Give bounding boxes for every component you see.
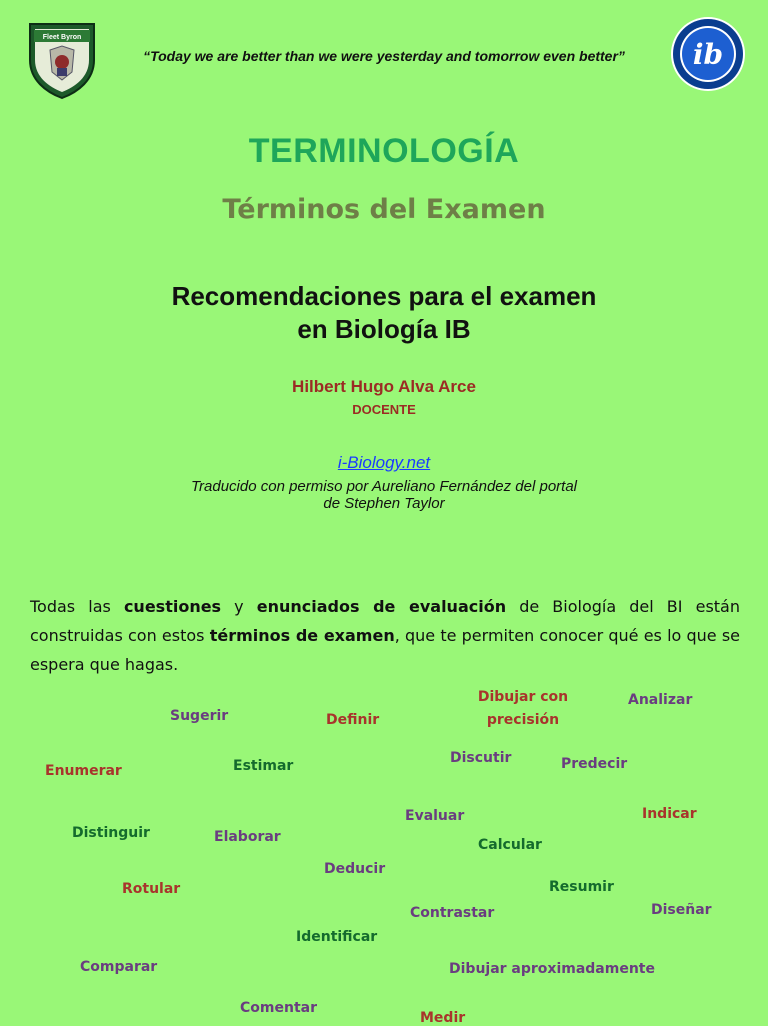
document-heading bbox=[0, 280, 768, 346]
intro-bold-enunciados: enunciados de evaluación bbox=[256, 597, 507, 616]
school-motto: “Today we are better than we were yesterday and tomorrow even better” bbox=[143, 48, 625, 64]
intro-text: Todas las bbox=[30, 597, 124, 616]
term-definir: Definir bbox=[326, 712, 380, 728]
intro-text: , que te permiten conocer qué es lo que se espera que hagas. bbox=[30, 626, 741, 674]
term-evaluar: Evaluar bbox=[405, 808, 465, 824]
credit-line-1: Traducido con permiso por Aureliano Fernández del portal bbox=[190, 478, 578, 495]
translation-credit bbox=[0, 478, 768, 512]
term-line-2: precisión bbox=[486, 712, 560, 728]
term-enumerar: Enumerar bbox=[45, 763, 122, 779]
term-medir: Medir bbox=[420, 1010, 466, 1026]
heading-line-2: en Biología IB bbox=[297, 314, 471, 344]
term-disenar: Diseñar bbox=[651, 902, 712, 918]
term-dibujar-con-precision bbox=[470, 686, 576, 732]
term-line-1: Dibujar con bbox=[477, 689, 569, 705]
term-distinguir: Distinguir bbox=[72, 825, 150, 841]
author-name: Hilbert Hugo Alva Arce bbox=[292, 377, 476, 396]
term-elaborar: Elaborar bbox=[214, 829, 281, 845]
term-discutir: Discutir bbox=[450, 750, 512, 766]
term-identificar: Identificar bbox=[296, 929, 378, 945]
author-role: DOCENTE bbox=[352, 402, 416, 417]
heading-line-1: Recomendaciones para el examen bbox=[171, 281, 597, 311]
page-subtitle: Términos del Examen bbox=[222, 194, 546, 225]
intro-paragraph bbox=[30, 592, 740, 679]
ib-logo-text: ib bbox=[692, 38, 724, 71]
term-calcular: Calcular bbox=[478, 837, 542, 853]
intro-bold-cuestiones: cuestiones bbox=[123, 597, 222, 616]
term-contrastar: Contrastar bbox=[410, 905, 495, 921]
intro-text: de Biología del BI están construidas con estos bbox=[30, 597, 740, 645]
term-comentar: Comentar bbox=[240, 1000, 317, 1016]
term-deducir: Deducir bbox=[324, 861, 386, 877]
credit-line-2: de Stephen Taylor bbox=[323, 495, 445, 512]
term-rotular: Rotular bbox=[122, 881, 181, 897]
source-link[interactable] bbox=[0, 453, 768, 473]
intro-bold-terminos: términos de examen bbox=[209, 626, 395, 645]
school-crest-logo bbox=[26, 20, 98, 100]
ib-world-school-logo bbox=[670, 16, 746, 92]
intro-text: y bbox=[221, 597, 257, 616]
term-predecir: Predecir bbox=[561, 756, 628, 772]
term-resumir: Resumir bbox=[549, 879, 614, 895]
term-dibujar-aproximadamente: Dibujar aproximadamente bbox=[449, 961, 655, 977]
term-sugerir: Sugerir bbox=[170, 708, 229, 724]
source-link-text[interactable]: i-Biology.net bbox=[337, 453, 431, 472]
term-comparar: Comparar bbox=[80, 959, 158, 975]
crest-label: Fleet Byron bbox=[42, 34, 82, 41]
term-estimar: Estimar bbox=[233, 758, 294, 774]
term-indicar: Indicar bbox=[642, 806, 697, 822]
term-analizar: Analizar bbox=[628, 692, 693, 708]
page-title: TERMINOLOGÍA bbox=[248, 132, 520, 170]
